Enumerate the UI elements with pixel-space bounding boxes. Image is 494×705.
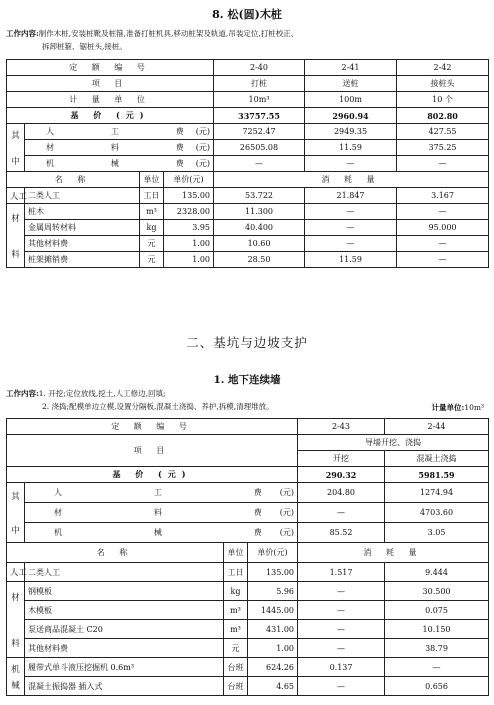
category-labor: 人工 xyxy=(7,188,25,204)
item-cell: 送桩 xyxy=(305,76,397,92)
consumption: — xyxy=(305,236,397,252)
consumption-header: 消 耗 量 xyxy=(298,543,489,563)
consumption: — xyxy=(298,582,385,601)
resource-name: 桩木 xyxy=(25,204,140,220)
code-cell: 2-42 xyxy=(397,60,489,76)
code-cell: 2-40 xyxy=(214,60,305,76)
item-label: 项 目 xyxy=(7,76,214,92)
work-line: 拆卸桩箍、锯桩头,接桩。 xyxy=(42,42,127,51)
code-cell: 2-41 xyxy=(305,60,397,76)
consumption: 9.444 xyxy=(385,563,489,582)
material-cost: 375.25 xyxy=(397,140,489,156)
base-price-cell: 5981.59 xyxy=(385,467,489,483)
measure-unit-label: 计量单位: xyxy=(431,403,465,412)
material-cost: 26505.08 xyxy=(214,140,305,156)
consumption: 28.50 xyxy=(214,252,305,268)
unit-cell: 10m³ xyxy=(214,92,305,108)
resource-name: 金属周转材料 xyxy=(25,220,140,236)
base-price-label: 基 价 (元) xyxy=(7,108,214,124)
machine-cost: — xyxy=(305,156,397,172)
consumption: 38.79 xyxy=(385,639,489,658)
measure-unit xyxy=(432,402,484,413)
quota-table-pine-piles xyxy=(6,59,489,268)
resource-name: 其他材料费 xyxy=(25,236,140,252)
category-material: 材 料 xyxy=(7,582,25,658)
category-cell xyxy=(7,483,25,543)
category-machine: 机 械 xyxy=(7,658,25,696)
resource-unit: 工日 xyxy=(224,563,248,582)
consumption: 0.075 xyxy=(385,601,489,620)
resource-price: 624.26 xyxy=(248,658,298,677)
resource-unit: 元 xyxy=(140,252,164,268)
work-line: 1. 开挖;定位放线,挖土,人工修边,回填; xyxy=(38,389,166,398)
consumption: — xyxy=(305,220,397,236)
work-line: 制作木桩,安装桩靴及桩箍,准备打桩机具,移动桩架及轨道,吊装定位,打桩校正、 xyxy=(38,29,299,38)
code-label: 定 额 编 号 xyxy=(7,60,214,76)
work-label: 工作内容: xyxy=(6,389,39,398)
item-cell: 打桩 xyxy=(214,76,305,92)
resource-name: 其他材料费 xyxy=(25,639,224,658)
resource-price: 1445.00 xyxy=(248,601,298,620)
consumption: — xyxy=(298,639,385,658)
material-cost: 11.59 xyxy=(305,140,397,156)
consumption: — xyxy=(397,236,489,252)
cost-label-material: 材 料 (元) 费 xyxy=(25,140,214,156)
consumption: — xyxy=(305,204,397,220)
base-price-cell: 2960.94 xyxy=(305,108,397,124)
resource-name: 二类人工 xyxy=(25,563,224,582)
consumption: 95.000 xyxy=(397,220,489,236)
resource-unit: 工日 xyxy=(140,188,164,204)
consumption: 53.722 xyxy=(214,188,305,204)
price-header: 单价(元) xyxy=(248,543,298,563)
resource-unit: kg xyxy=(140,220,164,236)
labor-cost: 427.55 xyxy=(397,124,489,140)
cost-label-labor: 人 工 (元) 费 xyxy=(25,483,298,503)
section-title-pine-piles: 8. 松(圆)木桩 xyxy=(212,8,282,21)
consumption: — xyxy=(298,677,385,696)
resource-name: 二类人工 xyxy=(25,188,140,204)
unit-label: 计 量 单 位 xyxy=(7,92,214,108)
resource-unit: m³ xyxy=(224,620,248,639)
cat-char: 中 xyxy=(11,156,20,167)
consumption: — xyxy=(298,620,385,639)
resource-price: 1.00 xyxy=(164,236,214,252)
consumption: 0.656 xyxy=(385,677,489,696)
resource-name: 履带式单斗液压挖掘机 0.6m³ xyxy=(25,658,224,677)
resource-name: 桩架摊销费 xyxy=(25,252,140,268)
resource-price: 4.65 xyxy=(248,677,298,696)
consumption: 10.60 xyxy=(214,236,305,252)
material-cost: 4703.60 xyxy=(385,503,489,523)
work-line: 2. 浇捣;配模单边立模,设置分隔板,混凝土浇捣、养护,拆模,清理堆放。 xyxy=(42,402,274,411)
item-cell: 混凝土浇捣 xyxy=(385,451,489,467)
item-label: 项 目 xyxy=(7,435,298,467)
consumption: — xyxy=(397,252,489,268)
labor-cost: 1274.94 xyxy=(385,483,489,503)
resource-unit: m³ xyxy=(224,601,248,620)
consumption: 40.400 xyxy=(214,220,305,236)
resource-price: 5.96 xyxy=(248,582,298,601)
resource-name: 混凝土振捣器 插入式 xyxy=(25,677,224,696)
item-cell: 开挖 xyxy=(298,451,385,467)
resource-unit: kg xyxy=(224,582,248,601)
material-cost: — xyxy=(298,503,385,523)
cost-label-labor: 人 工 (元) 费 xyxy=(25,124,214,140)
price-header: 单价(元) xyxy=(164,172,214,188)
cat-char: 其 xyxy=(11,130,20,141)
measure-unit-value: 10m³ xyxy=(464,403,484,412)
section-title-diaphragm-wall: 1. 地下连续墙 xyxy=(213,374,281,386)
chapter-title: 二、基坑与边坡支护 xyxy=(186,335,308,350)
resource-price: 135.00 xyxy=(164,188,214,204)
unit-header: 单位 xyxy=(140,172,164,188)
work-label: 工作内容: xyxy=(6,29,39,38)
resource-unit: m³ xyxy=(140,204,164,220)
cat-char: 其 xyxy=(11,491,20,502)
consumption: 10.150 xyxy=(385,620,489,639)
resource-name: 木模板 xyxy=(25,601,224,620)
consumption: 1.517 xyxy=(298,563,385,582)
labor-cost: 2949.35 xyxy=(305,124,397,140)
resource-price: 2328.00 xyxy=(164,204,214,220)
work-content-1 xyxy=(6,27,298,53)
consumption-header: 消 耗 量 xyxy=(214,172,489,188)
resource-price: 431.00 xyxy=(248,620,298,639)
resource-unit: 元 xyxy=(140,236,164,252)
base-price-cell: 802.80 xyxy=(397,108,489,124)
cat-char: 中 xyxy=(11,525,20,536)
resource-price: 1.00 xyxy=(248,639,298,658)
consumption: 30.500 xyxy=(385,582,489,601)
category-cell xyxy=(7,124,25,172)
consumption: 11.300 xyxy=(214,204,305,220)
resource-name: 泵送商品混凝土 C20 xyxy=(25,620,224,639)
name-header: 名 称 xyxy=(7,543,224,563)
machine-cost: 85.52 xyxy=(298,523,385,543)
code-cell: 2-43 xyxy=(298,419,385,435)
cost-label-machine: 机 械 (元) 费 xyxy=(25,523,298,543)
consumption: 21.847 xyxy=(305,188,397,204)
machine-cost: 3.05 xyxy=(385,523,489,543)
resource-unit: 元 xyxy=(224,639,248,658)
resource-price: 1.00 xyxy=(164,252,214,268)
base-price-label: 基 价 (元) xyxy=(7,467,298,483)
unit-cell: 100m xyxy=(305,92,397,108)
category-labor: 人工 xyxy=(7,563,25,582)
resource-price: 135.00 xyxy=(248,563,298,582)
consumption: — xyxy=(397,204,489,220)
base-price-cell: 33757.55 xyxy=(214,108,305,124)
code-label: 定 额 编 号 xyxy=(7,419,298,435)
consumption: 0.137 xyxy=(298,658,385,677)
work-content-2 xyxy=(6,387,274,413)
resource-unit: 台班 xyxy=(224,658,248,677)
resource-unit: 台班 xyxy=(224,677,248,696)
labor-cost: 204.80 xyxy=(298,483,385,503)
machine-cost: — xyxy=(397,156,489,172)
cost-label-machine: 机 械 (元) 费 xyxy=(25,156,214,172)
resource-name: 钢模板 xyxy=(25,582,224,601)
labor-cost: 7252.47 xyxy=(214,124,305,140)
consumption: — xyxy=(298,601,385,620)
item-cell: 接桩头 xyxy=(397,76,489,92)
consumption: 11.59 xyxy=(305,252,397,268)
base-price-cell: 290.32 xyxy=(298,467,385,483)
category-material: 材 料 xyxy=(7,204,25,268)
consumption: — xyxy=(385,658,489,677)
consumption: 3.167 xyxy=(397,188,489,204)
quota-table-diaphragm-wall xyxy=(6,418,489,696)
unit-cell: 10 个 xyxy=(397,92,489,108)
name-header: 名 称 xyxy=(7,172,140,188)
code-cell: 2-44 xyxy=(385,419,489,435)
unit-header: 单位 xyxy=(224,543,248,563)
resource-price: 3.95 xyxy=(164,220,214,236)
machine-cost: — xyxy=(214,156,305,172)
item-group: 导墙开挖、浇捣 xyxy=(298,435,489,451)
cost-label-material: 材 料 (元) 费 xyxy=(25,503,298,523)
